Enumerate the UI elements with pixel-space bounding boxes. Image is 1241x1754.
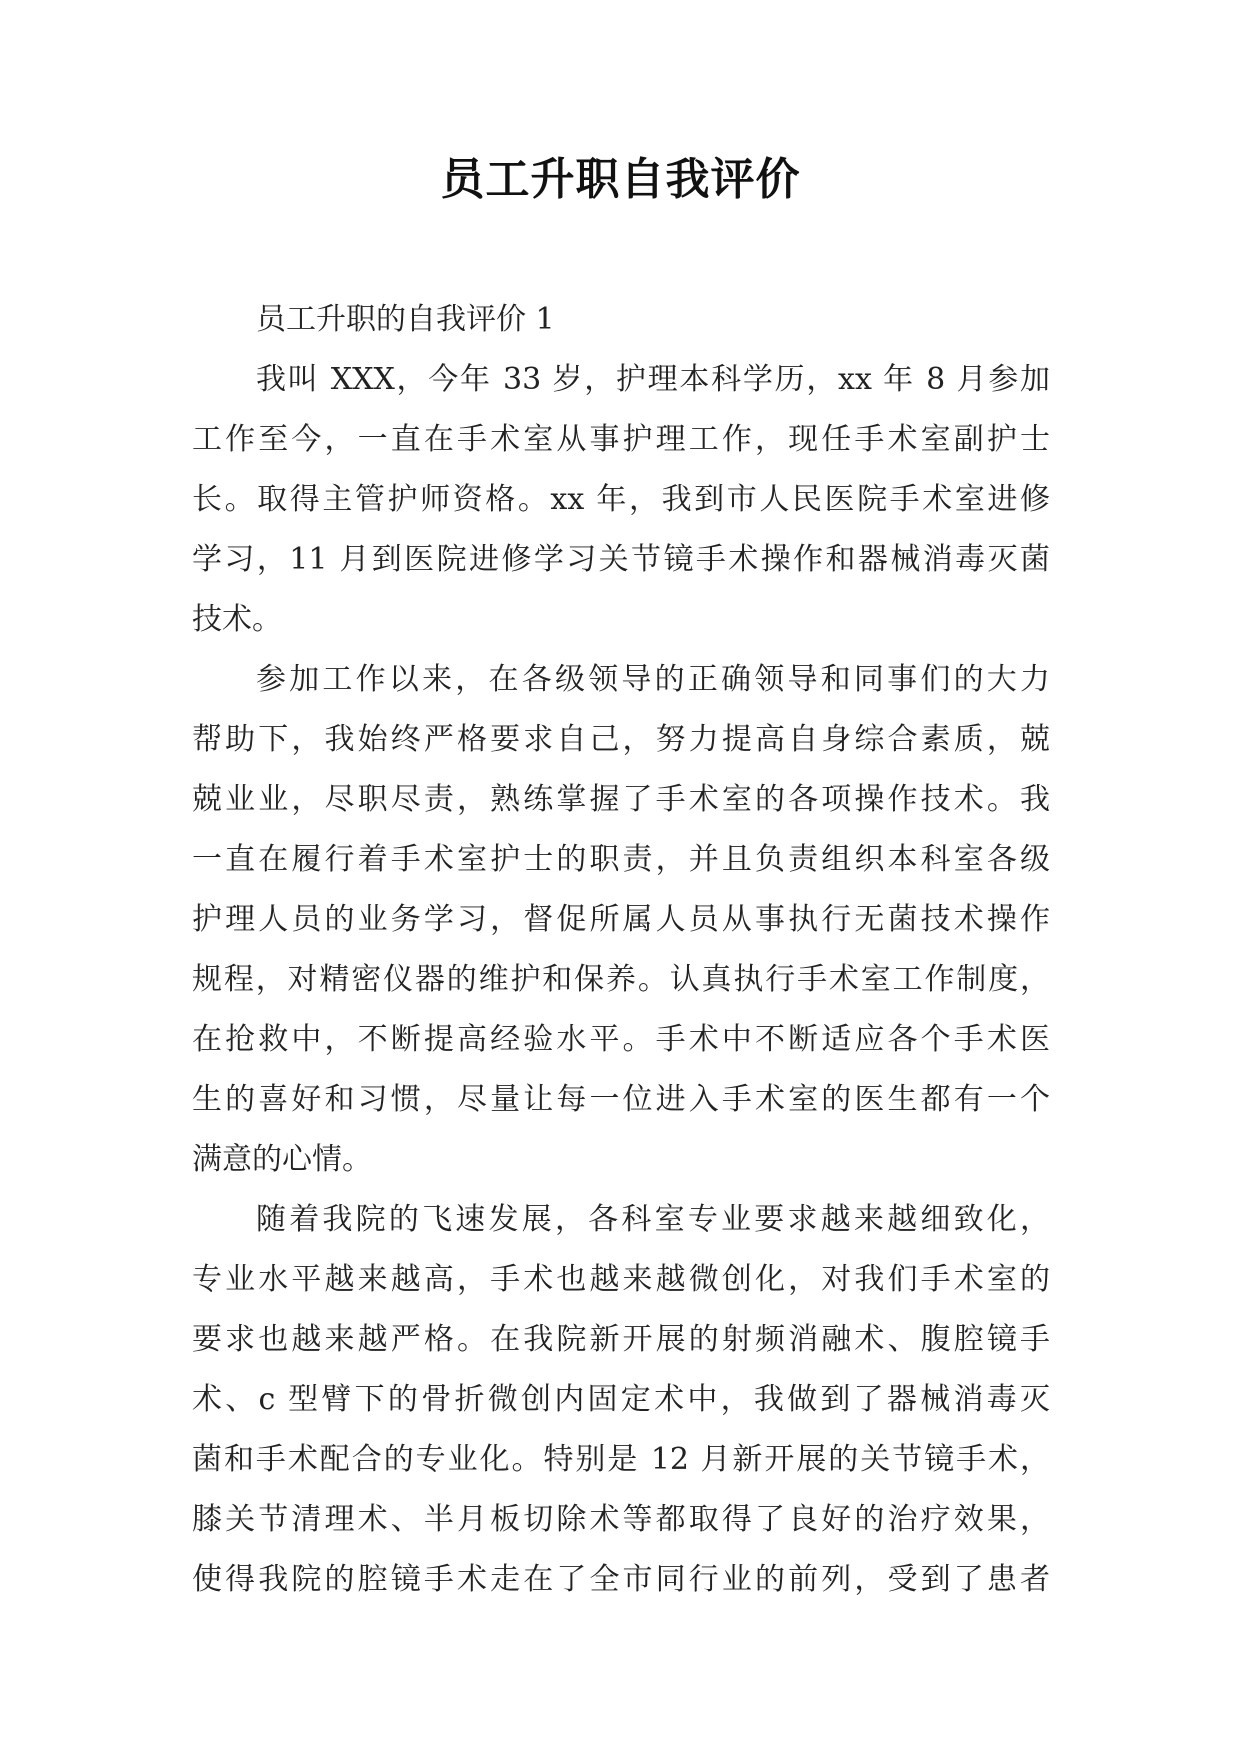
text-line: 要求也越来越严格。在我院新开展的射频消融术、腹腔镜手 xyxy=(192,1322,1050,1357)
text-line: 使得我院的腔镜手术走在了全市同行业的前列，受到了患者 xyxy=(192,1562,1050,1597)
text-line: 一直在履行着手术室护士的职责，并且负责组织本科室各级 xyxy=(192,842,1050,877)
text-line: 技术。 xyxy=(192,602,282,637)
text-line: 工作至今，一直在手术室从事护理工作，现任手术室副护士 xyxy=(192,422,1050,457)
text-line: 专业水平越来越高，手术也越来越微创化，对我们手术室的 xyxy=(192,1262,1050,1297)
text-line: 护理人员的业务学习，督促所属人员从事执行无菌技术操作 xyxy=(192,902,1050,937)
text-line: 满意的心情。 xyxy=(192,1142,372,1177)
text-line: 生的喜好和习惯，尽量让每一位进入手术室的医生都有一个 xyxy=(192,1082,1050,1117)
text-line: 规程，对精密仪器的维护和保养。认真执行手术室工作制度， xyxy=(192,962,1050,997)
text-line: 菌和手术配合的专业化。特别是 12 月新开展的关节镜手术， xyxy=(192,1442,1050,1477)
text-line: 长。取得主管护师资格。xx 年，我到市人民医院手术室进修 xyxy=(192,482,1050,517)
text-line: 员工升职的自我评价 1 xyxy=(256,302,555,337)
text-line: 兢业业，尽职尽责，熟练掌握了手术室的各项操作技术。我 xyxy=(192,782,1050,817)
text-line: 术、c 型臂下的骨折微创内固定术中，我做到了器械消毒灭 xyxy=(192,1382,1050,1417)
text-line: 在抢救中，不断提高经验水平。手术中不断适应各个手术医 xyxy=(192,1022,1050,1057)
text-line: 参加工作以来，在各级领导的正确领导和同事们的大力 xyxy=(256,662,1050,697)
text-line: 学习，11 月到医院进修学习关节镜手术操作和器械消毒灭菌 xyxy=(192,542,1050,577)
document-title: 员工升职自我评价 xyxy=(440,154,801,205)
text-line: 随着我院的飞速发展，各科室专业要求越来越细致化， xyxy=(256,1202,1050,1237)
text-line: 帮助下，我始终严格要求自己，努力提高自身综合素质，兢 xyxy=(192,722,1050,757)
text-line: 我叫 XXX，今年 33 岁，护理本科学历，xx 年 8 月参加 xyxy=(256,362,1050,397)
text-line: 膝关节清理术、半月板切除术等都取得了良好的治疗效果， xyxy=(192,1502,1050,1537)
document-body xyxy=(192,290,1050,1610)
